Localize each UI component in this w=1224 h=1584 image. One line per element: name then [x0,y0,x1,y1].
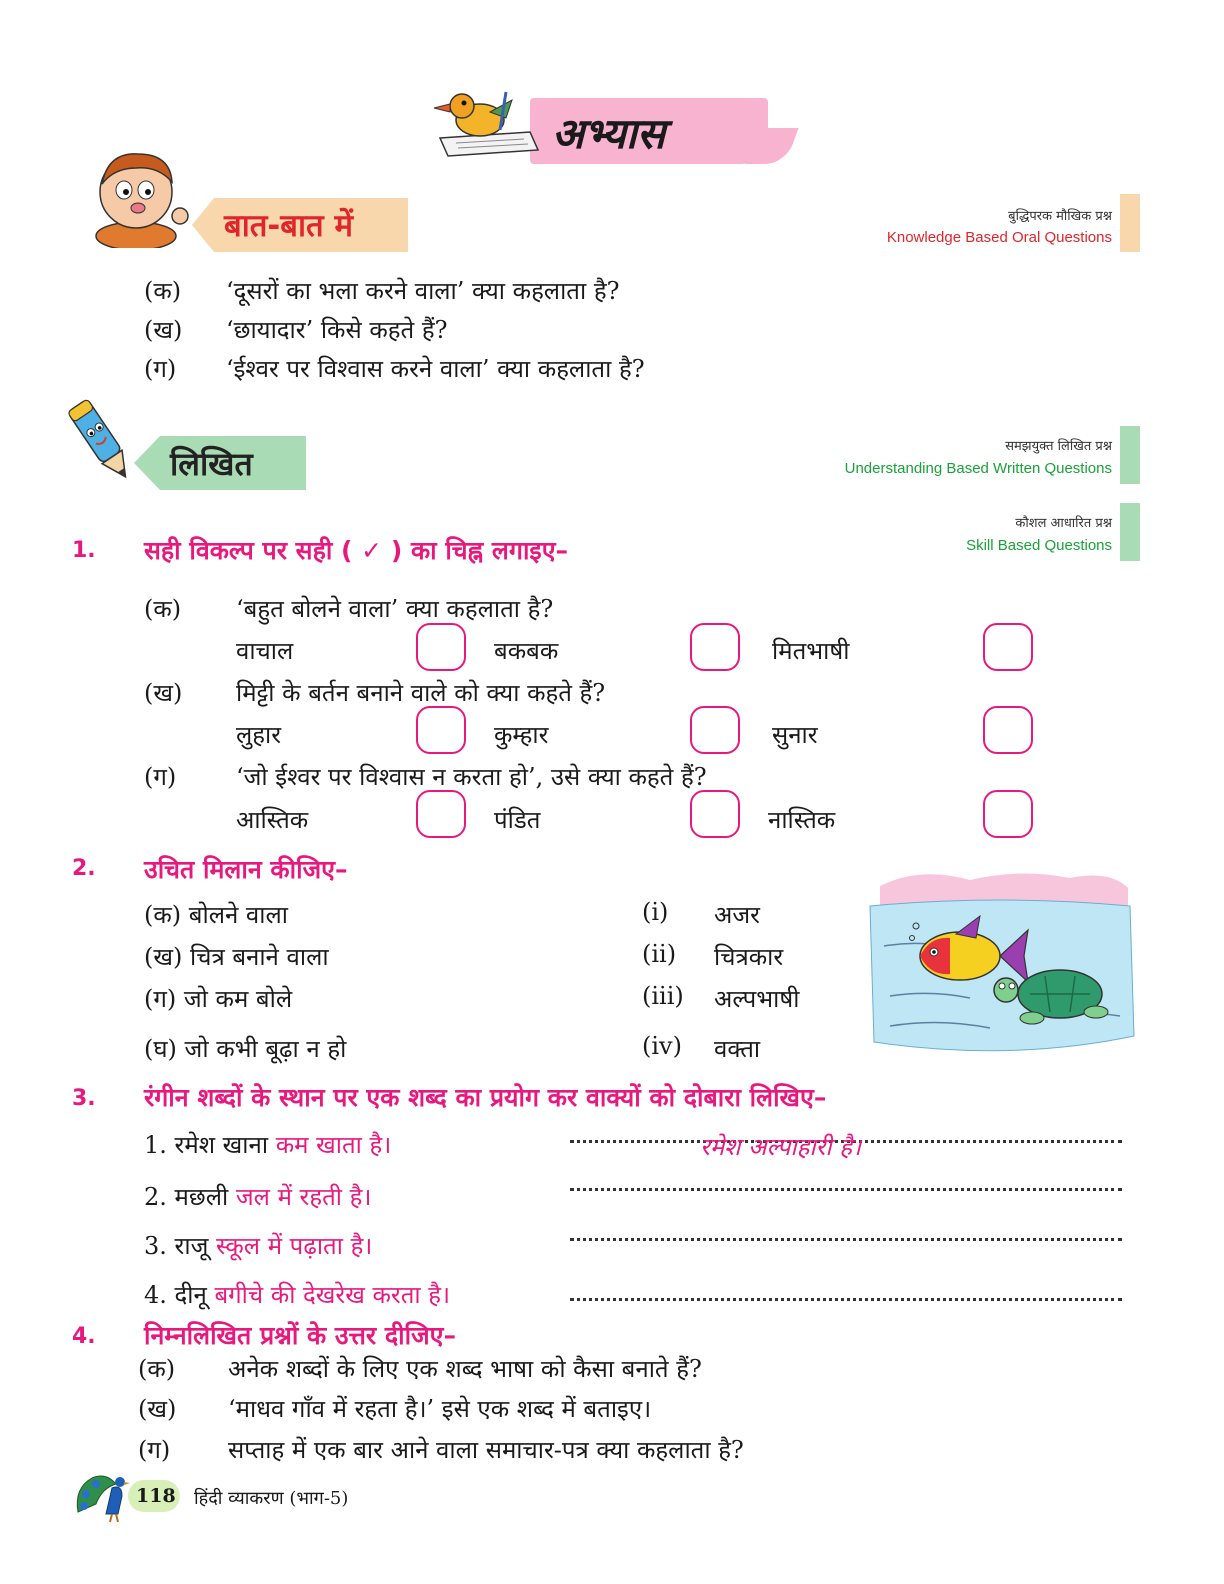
q4-number: 4. [72,1324,96,1349]
q3-item-number: 1. [144,1131,167,1159]
q1-item-label: (ख) [144,679,183,707]
q1-item-question: ‘बहुत बोलने वाला’ क्या कहलाता है? [236,595,554,623]
q1-checkbox[interactable] [690,790,740,838]
q1-option: मितभाषी [772,637,850,665]
fish-turtle-illustration [860,866,1140,1062]
q3-item-plain: रमेश खाना [174,1131,269,1159]
q1-checkbox[interactable] [416,623,466,671]
written-section-title: लिखित [170,445,253,483]
q1-checkbox[interactable] [983,623,1033,671]
q3-number: 3. [72,1086,96,1111]
q2-left-item: (ग) जो कम बोले [144,985,293,1013]
q1-option: कुम्हार [494,721,549,749]
q3-answer-line[interactable] [570,1188,1122,1191]
q3-item-colored: बगीचे की देखरेख करता है। [214,1281,451,1309]
q2-right-item: अजर [714,901,760,929]
q1-number: 1. [72,538,96,563]
skill-tag-english: Skill Based Questions [966,537,1112,554]
q4-item-label: (ख) [138,1395,177,1423]
oral-q-text: ‘ईश्वर पर विश्वास करने वाला’ क्या कहलाता है? [226,355,645,383]
q3-item [144,1278,450,1311]
q3-item-number: 3. [144,1232,167,1260]
q4-item-text: अनेक शब्दों के लिए एक शब्द भाषा को कैसा बनाते हैं? [228,1355,702,1383]
q4-item-label: (ग) [138,1436,171,1464]
q2-number: 2. [72,856,96,881]
q1-item-label: (क) [144,595,182,623]
q2-right-item: अल्पभाषी [714,985,800,1013]
q1-item-question: ‘जो ईश्वर पर विश्वास न करता हो’, उसे क्या कहते हैं? [236,763,707,791]
q2-right-label: (i) [642,898,669,926]
q1-checkbox[interactable] [690,706,740,754]
q3-item-plain: मछली [174,1183,229,1211]
q3-item [144,1128,391,1161]
q4-item-text: ‘माधव गाँव में रहता है।’ इसे एक शब्द में बताइए। [228,1395,652,1423]
q3-item-plain: दीनू [174,1281,207,1309]
q1-checkbox[interactable] [416,790,466,838]
q1-heading: सही विकल्प पर सही ( ✓ ) का चिह्न लगाइए– [144,536,569,565]
q3-item-number: 4. [144,1281,167,1309]
skill-tag-bar [1120,503,1140,561]
oral-q-label: (ग) [144,355,177,383]
written-tag-bar [1120,426,1140,484]
page-number: 118 [136,1485,176,1507]
written-tag-hindi: समझयुक्त लिखित प्रश्न [1005,439,1112,454]
q2-left-item: (क) बोलने वाला [144,901,288,929]
q1-item-label: (ग) [144,763,177,791]
pen-illustration [60,392,144,492]
oral-tag-english: Knowledge Based Oral Questions [886,229,1112,246]
oral-q-label: (क) [144,277,182,305]
oral-tag-bar [1120,194,1140,252]
q1-checkbox[interactable] [416,706,466,754]
q1-checkbox[interactable] [983,706,1033,754]
q3-answer-handwritten: रमेश अल्पाहारी है। [700,1133,862,1161]
oral-q-label: (ख) [144,316,183,344]
q1-item-question: मिट्टी के बर्तन बनाने वाले को क्या कहते हैं? [236,679,606,707]
q4-heading: निम्नलिखित प्रश्नों के उत्तर दीजिए– [144,1321,456,1350]
q3-item [144,1229,372,1262]
skill-tag-hindi: कौशल आधारित प्रश्न [1015,516,1112,531]
oral-tag-hindi: बुद्धिपरक मौखिक प्रश्न [1008,209,1112,224]
q3-item-colored: स्कूल में पढ़ाता है। [216,1232,373,1260]
q1-option: बकबक [494,637,559,665]
q2-heading: उचित मिलान कीजिए– [144,855,348,884]
q3-answer-line[interactable] [570,1298,1122,1301]
q2-right-label: (iii) [642,982,684,1010]
q3-heading: रंगीन शब्दों के स्थान पर एक शब्द का प्रयोग कर वाक्यों को दोबारा लिखिए– [144,1083,827,1112]
q4-item-text: सप्ताह में एक बार आने वाला समाचार-पत्र क्या कहलाता है? [228,1436,744,1464]
q1-checkbox[interactable] [983,790,1033,838]
q2-left-item: (घ) जो कभी बूढ़ा न हो [144,1035,347,1063]
q1-option: सुनार [772,721,818,749]
q1-checkbox[interactable] [690,623,740,671]
q3-item-colored: जल में रहती है। [235,1183,372,1211]
oral-q-text: ‘छायादार’ किसे कहते हैं? [226,316,448,344]
q1-option: नास्तिक [768,806,836,834]
oral-section-title: बात-बात में [224,208,353,244]
q1-option: आस्तिक [236,806,309,834]
bird-writing-illustration [420,86,540,158]
q3-item-number: 2. [144,1183,167,1211]
q2-left-item: (ख) चित्र बनाने वाला [144,943,329,971]
q2-right-item: चित्रकार [714,943,784,971]
book-title: हिंदी व्याकरण (भाग-5) [194,1488,349,1509]
q1-option: लुहार [236,721,282,749]
q3-item-colored: कम खाता है। [275,1131,392,1159]
q3-answer-line[interactable] [570,1238,1122,1241]
boy-illustration [88,144,192,248]
written-tag-english: Understanding Based Written Questions [844,460,1112,477]
q2-right-item: वक्ता [714,1035,761,1063]
q1-option: वाचाल [236,637,294,665]
q3-item-plain: राजू [174,1232,209,1260]
q2-right-label: (ii) [642,940,677,968]
q1-option: पंडित [494,806,541,834]
q2-right-label: (iv) [642,1032,682,1060]
q4-item-label: (क) [138,1355,176,1383]
page-title: अभ्यास [552,109,666,158]
peacock-icon [72,1468,136,1524]
oral-q-text: ‘दूसरों का भला करने वाला’ क्या कहलाता है? [226,277,620,305]
q3-item [144,1180,371,1213]
